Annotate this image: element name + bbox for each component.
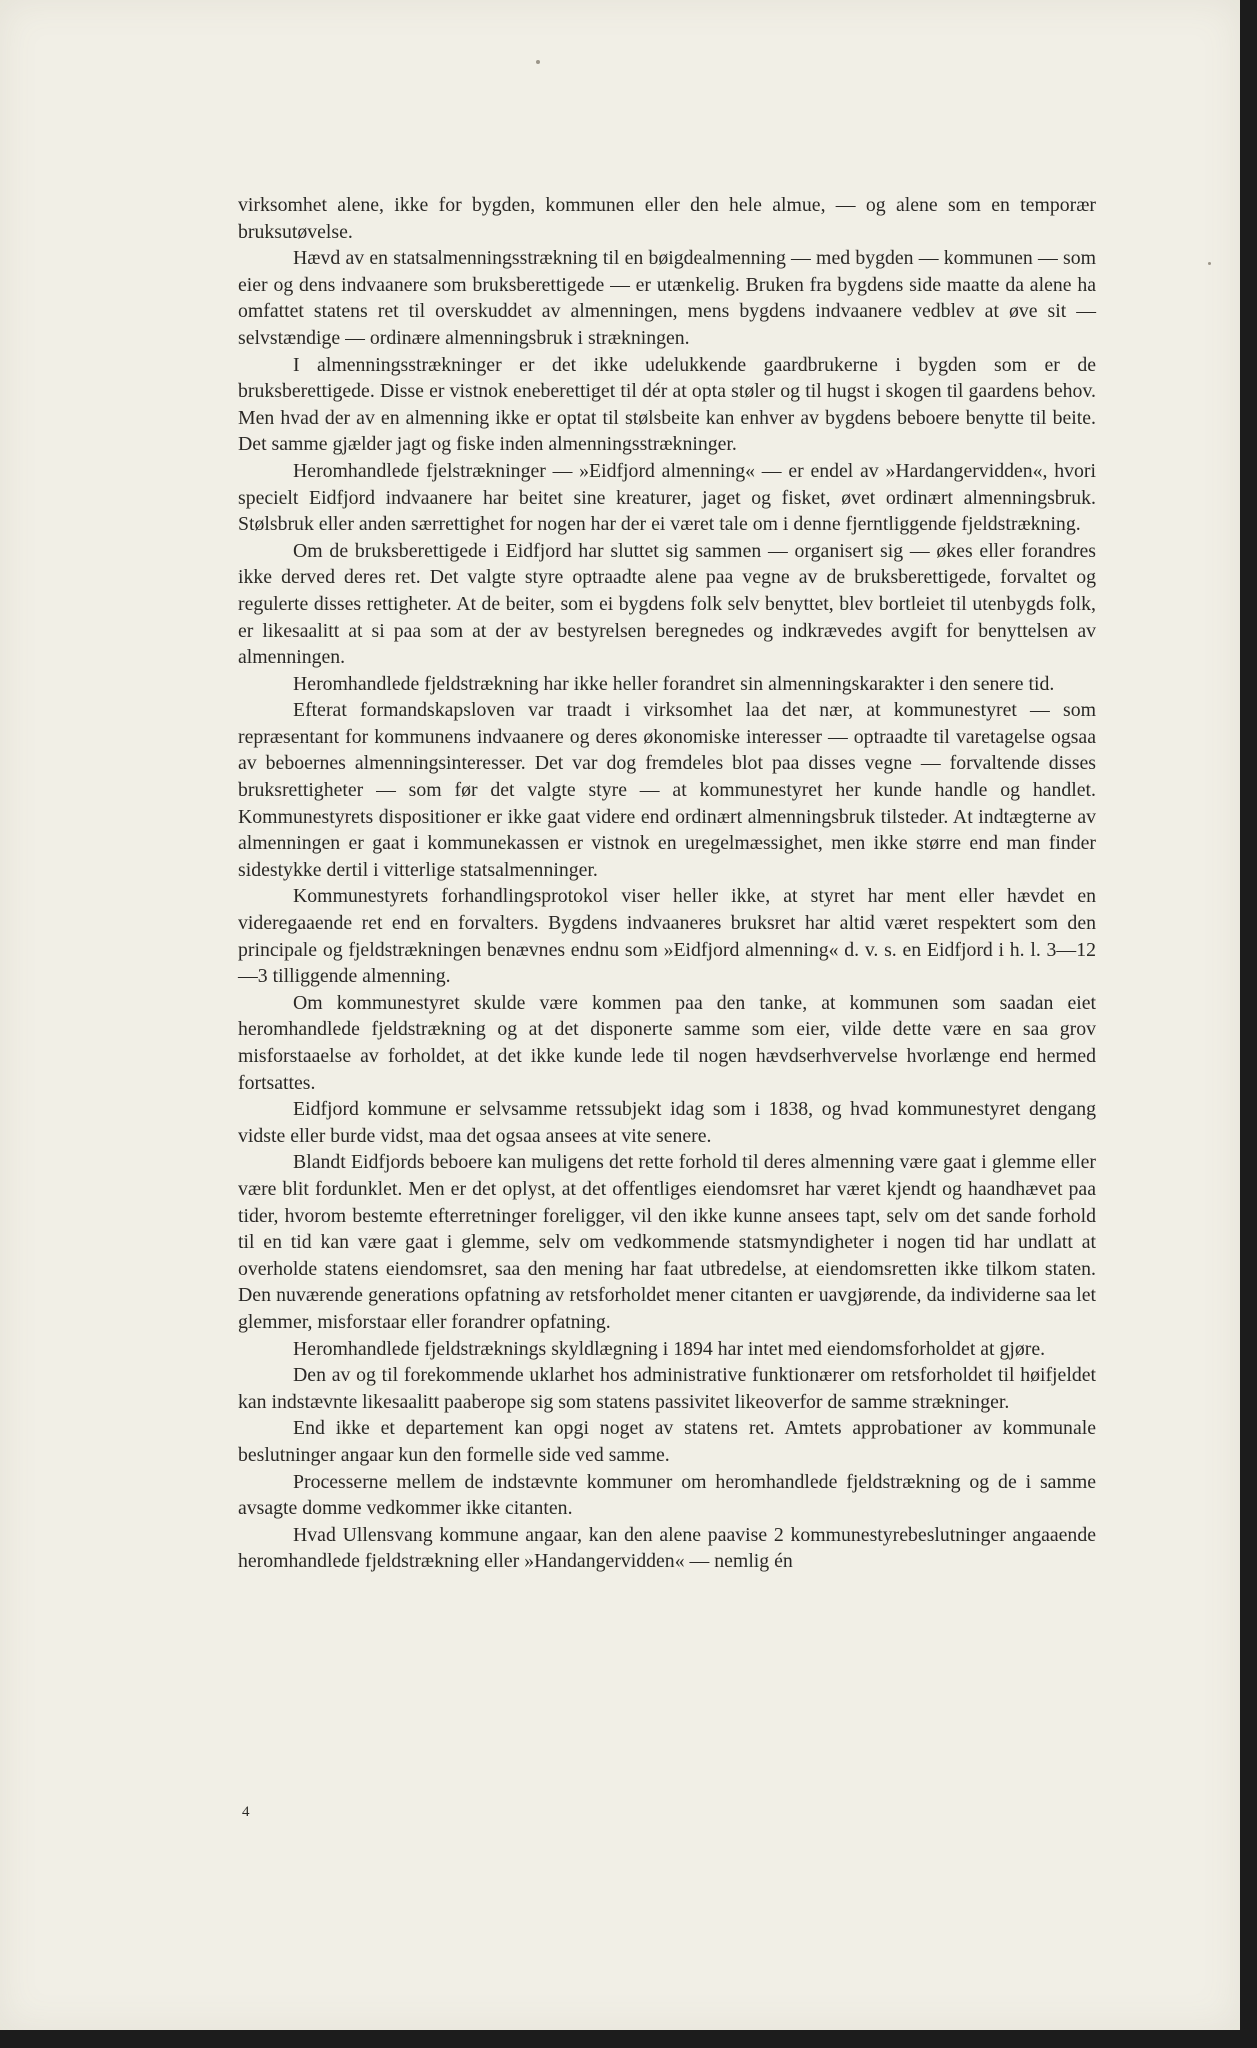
- paragraph: Eidfjord kommune er selvsamme retssubjekt idag som i 1838, og hvad kommunestyret dengang vidste eller burde vidst, maa det ogsaa ansees at vite senere.: [238, 1098, 1096, 1147]
- paragraph: Den av og til forekommende uklarhet hos administrative funktionærer om retsforholdet til høifjeldet kan indstævnte likesaalitt paaberope sig som statens passivitet likeoverfor de samme strækninger.: [238, 1364, 1096, 1413]
- paragraph: Efterat formandskapsloven var traadt i virksomhet laa det nær, at kommunestyret — som repræsentant for kommunens indvaanere og deres økonomiske interesser — optraadte til varetagelse ogsaa av beboernes almenningsinteresser. Det var dog fremdeles blot paa disses vegne — forvaltende disses bruksrettigheter — som før det valgte styre — at kommunestyret her kunde handle og handlet. Kommunestyrets dispositioner er ikke gaat videre end ordinært almenningsbruk tilsteder. At indtægterne av almenningen er gaat i kommunekassen er vistnok en uregelmæssighet, men ikke større end man finder sidestykke dertil i vitterlige statsalmenninger.: [238, 699, 1096, 881]
- paper-speck: [1208, 262, 1211, 265]
- paragraph: Hævd av en statsalmenningsstrækning til en bøigdealmenning — med bygden — kommunen — som eier og dens indvaanere som bruksberettigede — er utænkelig. Bruken fra bygdens side maatte da alene ha omfattet statens ret til overskuddet av almenningen, mens bygdens indvaanere vedblev at øve sit — selvstændige — ordinære almenningsbruk i strækningen.: [238, 247, 1096, 349]
- paragraph: Processerne mellem de indstævnte kommuner om heromhandlede fjeldstrækning og de i samme avsagte domme vedkommer ikke citanten.: [238, 1470, 1096, 1520]
- paper-speck: [536, 60, 540, 64]
- paragraph: Om de bruksberettigede i Eidfjord har sluttet sig sammen — organisert sig — økes eller forandres ikke derved deres ret. Det valgte styre optraadte alene paa vegne av de bruksberettigede, forvaltet og regulerte disses rettigheter. At de beiter, som ei bygdens folk selv benyttet, blev bortleiet til utenbygds folk, er likesaalitt at si paa som at der av bestyrelsen beregnedes og indkrævedes avgift for benyttelsen av almenningen.: [238, 539, 1096, 669]
- paragraph: I almenningsstrækninger er det ikke udelukkende gaardbrukerne i bygden som er de bruksberettigede. Disse er vistnok eneberettiget til dér at opta støler og til hugst i skogen til gaardens behov. Men hvad der av en almenning ikke er optat til stølsbeite kan enhver av bygdens beboere benytte til beite. Det samme gjælder jagt og fiske inden almenningsstrækninger.: [238, 353, 1096, 456]
- paragraph: Blandt Eidfjords beboere kan muligens det rette forhold til deres almenning være gaat i glemme eller være blit fordunklet. Men er det oplyst, at det offentliges eiendomsret har været kjendt og haandhævet paa tider, hvorom bestemte efterretninger foreligger, vil den ikke kunne ansees tapt, selv om det sande forhold til en tid kan være gaat i glemme, selv om vedkommende statsmyndigheter i nogen tid har undlatt at overholde statens eiendomsret, saa den mening har faat utbredelse, at eiendomsretten ikke tilkom staten. Den nuværende generations opfatning av retsforholdet mener citanten er uavgjørende, da individerne saa let glemmer, misforstaar eller forandrer opfatning.: [238, 1151, 1096, 1333]
- paragraph: Heromhandlede fjeldstrækning har ikke heller forandret sin almenningskarakter i den senere tid.: [293, 672, 1055, 695]
- body-text: [238, 192, 1096, 1575]
- paragraph: End ikke et departement kan opgi noget av statens ret. Amtets approbationer av kommunale beslutninger angaar kun den formelle side ved samme.: [238, 1417, 1096, 1466]
- paragraph: Hvad Ullensvang kommune angaar, kan den alene paavise 2 kommunestyrebeslutninger angaaende heromhandlede fjeldstrækning eller »Handangervidden« — nemlig én: [238, 1523, 1096, 1573]
- paragraph: Om kommunestyret skulde være kommen paa den tanke, at kommunen som saadan eiet heromhandlede fjeldstrækning og at det disponerte samme som eier, vilde dette være en saa grov misforstaaelse av forholdet, at det ikke kunde lede til nogen hævdserhvervelse hvorlænge end hermed fortsattes.: [238, 991, 1096, 1094]
- paragraph: Heromhandlede fjelstrækninger — »Eidfjord almenning« — er endel av »Hardangervidden«, hvori specielt Eidfjord indvaanere har beitet sine kreaturer, jaget og fisket, øvet ordinært almenningsbruk. Stølsbruk eller anden særrettighet for nogen har der ei været tale om i denne fjerntliggende fjeldstrækning.: [238, 459, 1096, 536]
- page-number: 4: [242, 1804, 250, 1820]
- paragraph: virksomhet alene, ikke for bygden, kommunen eller den hele almue, — og alene som en temporær bruksutøvelse.: [238, 194, 1096, 243]
- paragraph: Heromhandlede fjeldstræknings skyldlægning i 1894 har intet med eiendomsforholdet at gjøre.: [293, 1337, 1046, 1360]
- paragraph: Kommunestyrets forhandlingsprotokol viser heller ikke, at styret har ment eller hævdet en videregaaende ret end en forvalters. Bygdens indvaaneres bruksret har altid været respektert som den principale og fjeldstrækningen benævnes endnu som »Eidfjord almenning« d. v. s. en Eidfjord i h. l. 3—12—3 tilliggende almenning.: [238, 885, 1096, 988]
